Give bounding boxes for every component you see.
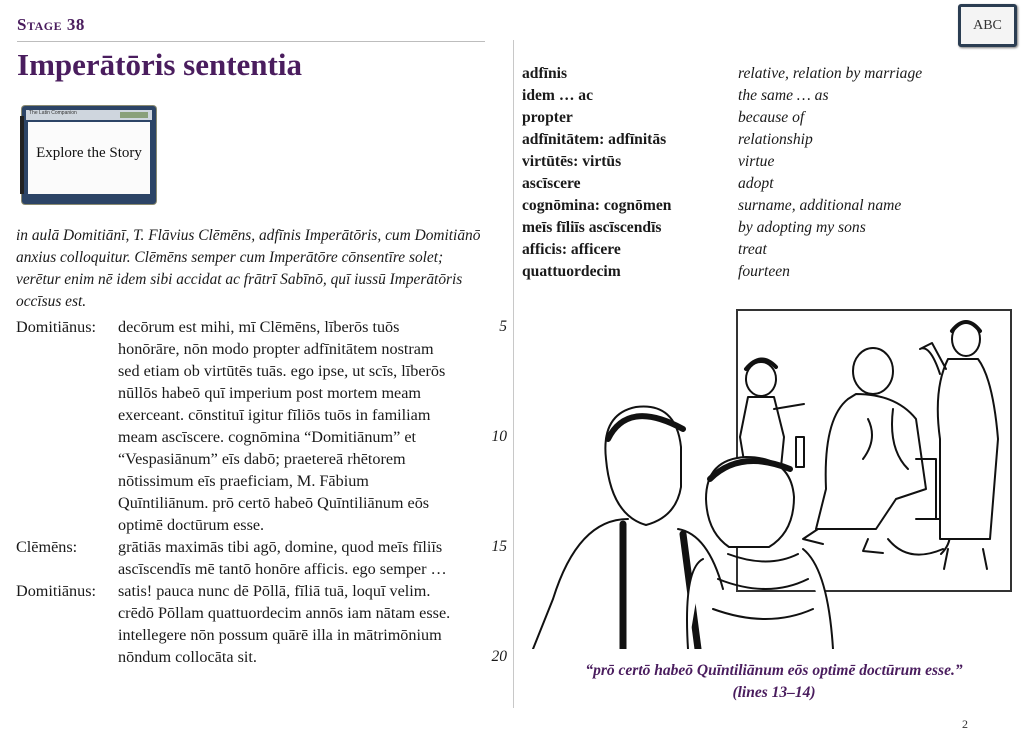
dialogue-line: satis! pauca nunc dē Pōllā, fīliā tuā, loquī velim. bbox=[118, 582, 431, 600]
illustration-drawing bbox=[528, 309, 1014, 649]
dialogue-line: Quīntiliānum. prō certō habeō Quīntiliānum eōs bbox=[118, 494, 430, 512]
line-number: 15 bbox=[491, 538, 507, 555]
dialogue-line: exerceant. cōnstituī igitur fīliōs tuōs in familiam bbox=[118, 406, 431, 424]
thumbnail-window-title: The Latin Companion bbox=[29, 110, 77, 116]
page-number: 2 bbox=[962, 717, 968, 731]
glossary-word: meīs fīliīs ascīscendīs bbox=[522, 219, 662, 236]
glossary-word: cognōmina: cognōmen bbox=[522, 197, 672, 214]
dialogue-line: ascīscendīs mē tantō honōre afficis. ego semper … bbox=[118, 560, 447, 578]
dialogue-line: optimē doctūrum esse. bbox=[118, 516, 265, 534]
page-title: Imperātōris sententia bbox=[17, 47, 302, 82]
glossary-abc-button[interactable] bbox=[958, 4, 1017, 47]
line-number: 10 bbox=[491, 428, 507, 445]
dialogue-line: sed etiam ob virtūtēs tuās. ego ipse, ut scīs, līberōs bbox=[118, 362, 446, 380]
glossary-meaning: fourteen bbox=[738, 263, 790, 280]
glossary-word: adfīnis bbox=[522, 65, 568, 82]
dialogue-speaker: Domitiānus: bbox=[16, 582, 97, 600]
glossary-word: idem … ac bbox=[522, 87, 594, 104]
glossary-word: adfīnitātem: adfīnitās bbox=[522, 131, 667, 148]
dialogue-line: crēdō Pōllam quattuordecim annōs iam nātam esse. bbox=[118, 604, 451, 622]
header-rule bbox=[17, 41, 485, 42]
thumbnail-titlebar bbox=[26, 110, 152, 120]
dialogue-line: grātiās maximās tibi agō, domine, quod meīs fīliīs bbox=[118, 538, 443, 556]
glossary-word: quattuordecim bbox=[522, 263, 621, 280]
foreground-man-figure bbox=[533, 407, 723, 650]
glossary-meaning: because of bbox=[738, 109, 805, 126]
explore-story-label: Explore the Story bbox=[36, 145, 142, 161]
glossary-meaning: adopt bbox=[738, 175, 774, 192]
dialogue-line: honōrāre, nōn modo propter adfīnitātem nostram bbox=[118, 340, 434, 358]
illustration-caption-lines: (lines 13–14) bbox=[732, 684, 816, 701]
dialogue-line: nūllōs habeō quī imperium post mortem meam bbox=[118, 384, 422, 402]
illustration-caption-quote: “prō certō habeō Quīntiliānum eōs optimē doctūrum esse.” bbox=[585, 662, 963, 679]
column-divider bbox=[513, 40, 514, 708]
glossary-word: propter bbox=[522, 109, 573, 126]
glossary-word: ascīscere bbox=[522, 175, 581, 192]
dialogue-speaker: Clēmēns: bbox=[16, 538, 78, 556]
glossary-meaning: by adopting my sons bbox=[738, 219, 866, 236]
thumbnail-controls bbox=[120, 112, 148, 118]
glossary-word: afficis: afficere bbox=[522, 241, 621, 258]
line-number: 20 bbox=[491, 648, 507, 665]
stage-label: Stage 38 bbox=[17, 15, 85, 34]
thumbnail-pane bbox=[28, 122, 150, 194]
glossary-meaning: relationship bbox=[738, 131, 813, 148]
explore-story-button[interactable] bbox=[22, 106, 156, 204]
scroll-man-figure bbox=[920, 322, 998, 569]
line-number: 5 bbox=[499, 318, 507, 335]
glossary-word: virtūtēs: virtūs bbox=[522, 153, 622, 170]
glossary-meaning: virtue bbox=[738, 153, 775, 170]
glossary-meaning: relative, relation by marriage bbox=[738, 65, 923, 82]
thumbnail-edge bbox=[20, 116, 24, 194]
glossary-meaning: surname, additional name bbox=[738, 197, 902, 214]
intro-paragraph: in aulā Domitiānī, T. Flāvius Clēmēns, adfīnis Imperātōris, cum Domitiānō anxius colloquitur. Clēmēns semper cum Imperātōre cōnsentīre solet; verētur enim nē idem sibi accidat ac frātrī Sabīnō, quī iussū Imperātōris occīsus est. bbox=[16, 227, 481, 310]
glossary-meaning: treat bbox=[738, 241, 767, 258]
dialogue-speaker: Domitiānus: bbox=[16, 318, 97, 336]
glossary-meaning: the same … as bbox=[738, 87, 829, 104]
dialogue-line: nōndum collocāta sit. bbox=[118, 648, 257, 666]
dialogue-line: meam ascīscere. cognōmina “Domitiānum” et bbox=[118, 428, 417, 446]
seated-man-figure bbox=[803, 348, 950, 555]
dialogue-line: decōrum est mihi, mī Clēmēns, līberōs tuōs bbox=[118, 318, 400, 336]
dialogue-line: intellegere nōn possum quārē illa in mātrimōnium bbox=[118, 626, 442, 644]
dialogue-line: “Vespasiānum” eīs dabō; praetereā rhētorem bbox=[118, 450, 406, 468]
dialogue-line: nōtissimum eīs praeficiam, M. Fābium bbox=[118, 472, 369, 490]
abc-button-label: ABC bbox=[973, 18, 1002, 33]
